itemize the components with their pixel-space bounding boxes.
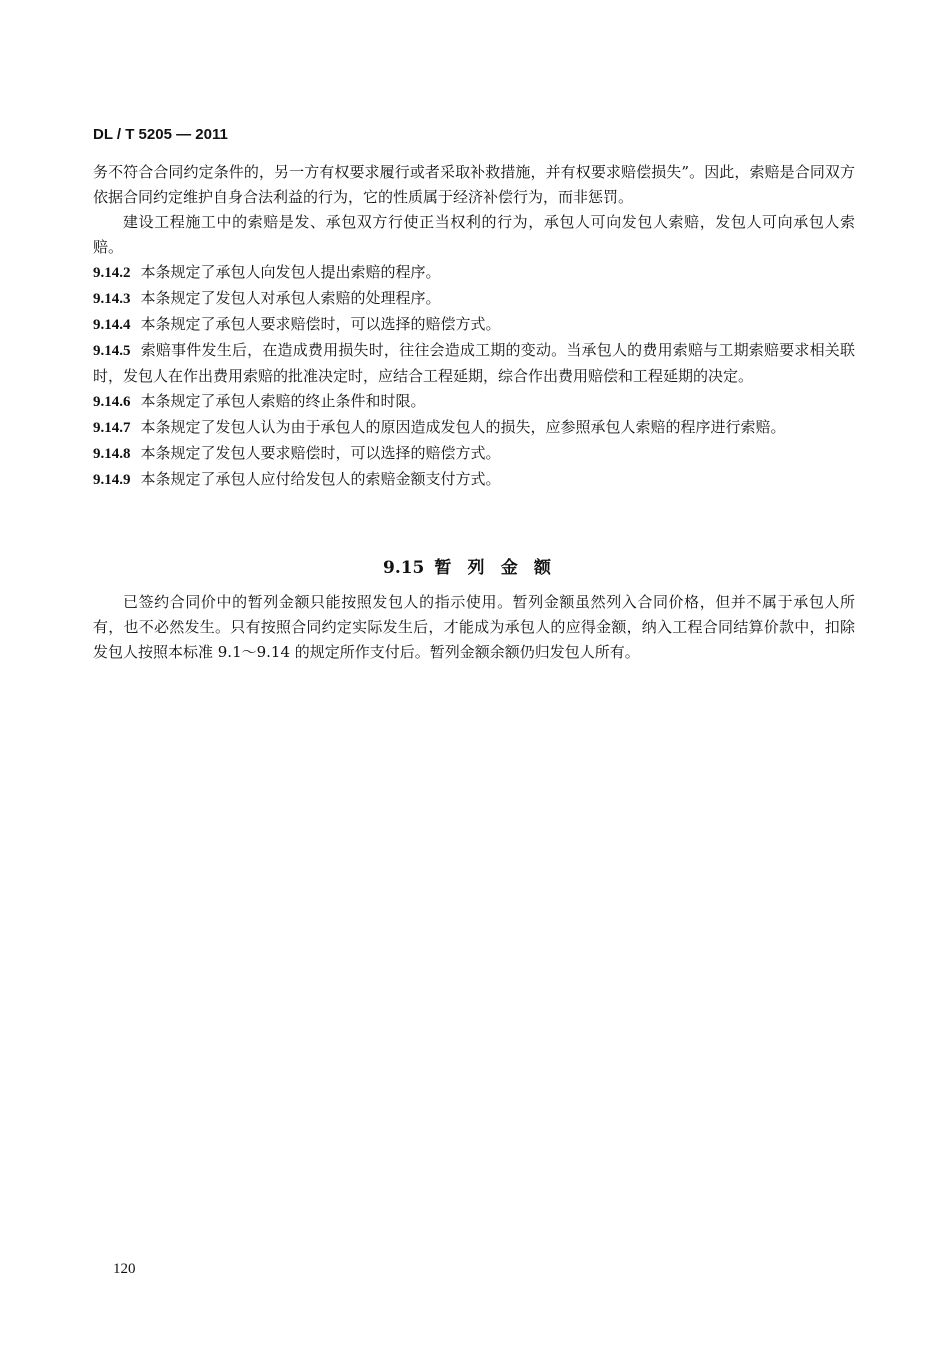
clause-text: 本条规定了发包人认为由于承包人的原因造成发包人的损失，应参照承包人索赔的程序进行索赔。 xyxy=(140,418,786,436)
clause-block xyxy=(93,160,855,493)
clause-number: 9.14.6 xyxy=(93,394,131,410)
clause-text: 本条规定了承包人应付给发包人的索赔金额支付方式。 xyxy=(140,470,501,488)
clause-item xyxy=(93,467,855,493)
clause-item xyxy=(93,415,855,441)
clause-text: 索赔事件发生后，在造成费用损失时，往往会造成工期的变动。当承包人的费用索赔与工期索赔要求相关联时，发包人在作出费用索赔的批准决定时，应结合工程延期，综合作出费用赔偿和工程延期的决定。 xyxy=(93,341,855,385)
clause-text: 本条规定了发包人对承包人索赔的处理程序。 xyxy=(140,289,441,307)
clause-number: 9.14.5 xyxy=(93,343,131,359)
clause-item xyxy=(93,338,855,389)
document-code-header: DL / T 5205 — 2011 xyxy=(93,126,228,143)
clause-item xyxy=(93,312,855,338)
clause-text: 本条规定了发包人要求赔偿时，可以选择的赔偿方式。 xyxy=(140,444,501,462)
section-heading xyxy=(0,553,950,578)
section-body xyxy=(93,590,855,665)
intro-paragraph: 务不符合合同约定条件的，另一方有权要求履行或者采取补救措施，并有权要求赔偿损失”。因此，索赔是合同双方依据合同约定维护自身合法利益的行为，它的性质属于经济补偿行为，而非惩罚。 xyxy=(93,163,855,206)
section-number: 9.15 xyxy=(382,558,425,578)
clause-item xyxy=(93,389,855,415)
page-number: 120 xyxy=(113,1261,136,1277)
clause-number: 9.14.2 xyxy=(93,265,131,281)
intro-paragraph: 建设工程施工中的索赔是发、承包双方行使正当权利的行为，承包人可向发包人索赔，发包人可向承包人索赔。 xyxy=(93,213,855,256)
clause-text: 本条规定了承包人索赔的终止条件和时限。 xyxy=(140,392,426,410)
clause-text: 本条规定了承包人要求赔偿时，可以选择的赔偿方式。 xyxy=(140,315,501,333)
clause-number: 9.14.9 xyxy=(93,472,131,488)
clause-text: 本条规定了承包人向发包人提出索赔的程序。 xyxy=(140,263,441,281)
clause-number: 9.14.3 xyxy=(93,291,131,307)
clause-number: 9.14.4 xyxy=(93,317,131,333)
clause-item xyxy=(93,441,855,467)
clause-number: 9.14.7 xyxy=(93,420,131,436)
clause-number: 9.14.8 xyxy=(93,446,131,462)
section-title: 暂列金额 xyxy=(434,558,567,578)
section-paragraph: 已签约合同价中的暂列金额只能按照发包人的指示使用。暂列金额虽然列入合同价格，但并不属于承包人所有，也不必然发生。只有按照合同约定实际发生后，才能成为承包人的应得金额，纳入工程合同结算价款中，扣除发包人按照本标准 9.1～9.14 的规定所作支付后。暂列金额余额仍归发包人所有。 xyxy=(93,593,855,661)
clause-item xyxy=(93,286,855,312)
clause-item xyxy=(93,260,855,286)
